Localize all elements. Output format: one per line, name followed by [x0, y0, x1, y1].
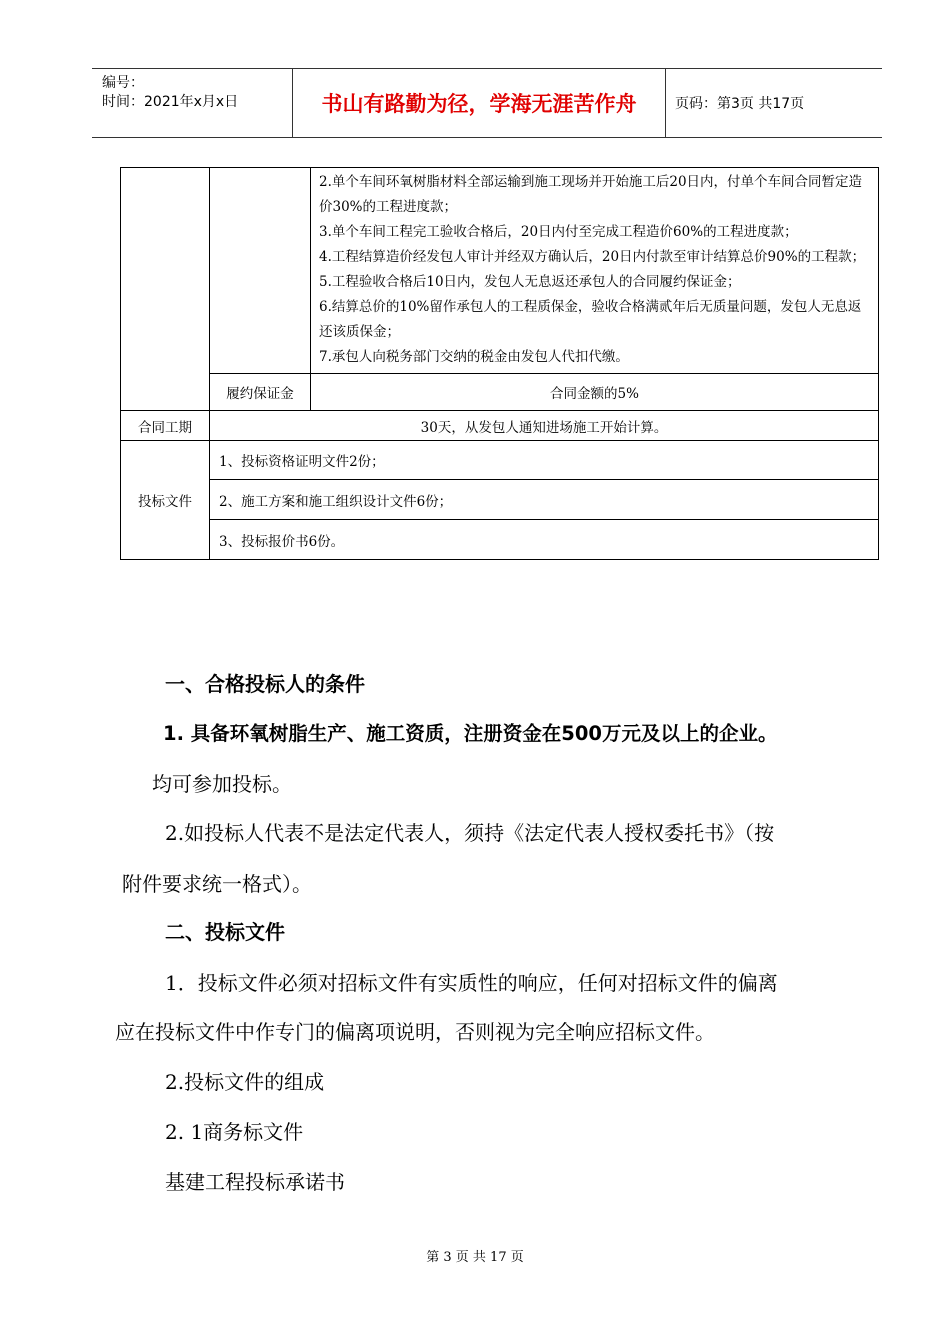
payment-term-item: 3.单个车间工程完工验收合格后，20日内付至完成工程造价60%的工程进度款；: [319, 224, 798, 240]
table-row-bond: [121, 374, 879, 411]
page-footer: 第 3 页 共 17 页: [426, 1250, 524, 1265]
contract-terms-table: [120, 167, 879, 560]
section2-title: 二、投标文件: [165, 920, 285, 944]
table-row-payment: [121, 168, 879, 374]
s1-item1-line1: 1. 具备环氧树脂生产、施工资质，注册资金在500万元及以上的企业。: [163, 722, 778, 745]
payment-term-item: 2.单个车间环氧树脂材料全部运输到施工现场并开始施工后20日内，付单个车间合同暂定造价30%的工程进度款；: [319, 174, 863, 215]
table-row-bid-doc: [121, 441, 879, 480]
table-row-bid-doc: [121, 520, 879, 560]
payment-term-item: 5.工程验收合格后10日内，发包人无息返还承包人的合同履约保证金；: [319, 274, 741, 290]
payment-terms-cell: [311, 168, 879, 374]
bid-doc-item: 1、投标资格证明文件2份；: [210, 441, 879, 480]
s2-item1-line2: 应在投标文件中作专门的偏离项说明，否则视为完全响应招标文件。: [115, 1020, 715, 1044]
bid-doc-item: 2、施工方案和施工组织设计文件6份；: [210, 480, 879, 520]
payment-term-item: 7.承包人向税务部门交纳的税金由发包人代扣代缴。: [319, 349, 629, 365]
header-meta: [92, 69, 293, 137]
table-cell-empty: [121, 168, 210, 411]
bid-docs-label: 投标文件: [121, 441, 210, 560]
s2-item2: 2.投标文件的组成: [165, 1070, 325, 1094]
table-cell-empty: [210, 168, 311, 374]
s1-item2-line2: 附件要求统一格式）。: [122, 872, 312, 896]
s2-item2-1-doc: 基建工程投标承诺书: [165, 1170, 345, 1194]
bid-doc-item: 3、投标报价书6份。: [210, 520, 879, 560]
number-label: 编号：: [102, 75, 144, 91]
page-header: [92, 68, 882, 138]
table-row-bid-doc: [121, 480, 879, 520]
s1-item2-line1: 2.如投标人代表不是法定代表人，须持《法定代表人授权委托书》（按: [165, 821, 775, 845]
payment-term-item: 6.结算总价的10%留作承包人的工程质保金，验收合格满贰年后无质量问题，发包人无息返还该质保金；: [319, 299, 862, 340]
contract-period-label: 合同工期: [121, 411, 210, 441]
section1-title: 一、合格投标人的条件: [165, 672, 365, 696]
table-row-period: [121, 411, 879, 441]
s1-item1-line2: 均可参加投标。: [152, 772, 292, 796]
time-label: 时间：2021年x月x日: [102, 94, 239, 110]
header-motto: 书山有路勤为径，学海无涯苦作舟: [293, 69, 666, 137]
performance-bond-label: 履约保证金: [210, 374, 311, 411]
performance-bond-value: 合同金额的5%: [311, 374, 879, 411]
payment-term-item: 4.工程结算造价经发包人审计并经双方确认后，20日内付款至审计结算总价90%的工程款；: [319, 249, 866, 265]
header-page-label: 页码：第3页 共17页: [675, 96, 805, 112]
contract-period-value: 30天，从发包人通知进场施工开始计算。: [210, 411, 879, 441]
s2-item2-1: 2. 1商务标文件: [165, 1120, 304, 1144]
s2-item1-line1: 1．投标文件必须对招标文件有实质性的响应，任何对招标文件的偏离: [165, 971, 778, 995]
